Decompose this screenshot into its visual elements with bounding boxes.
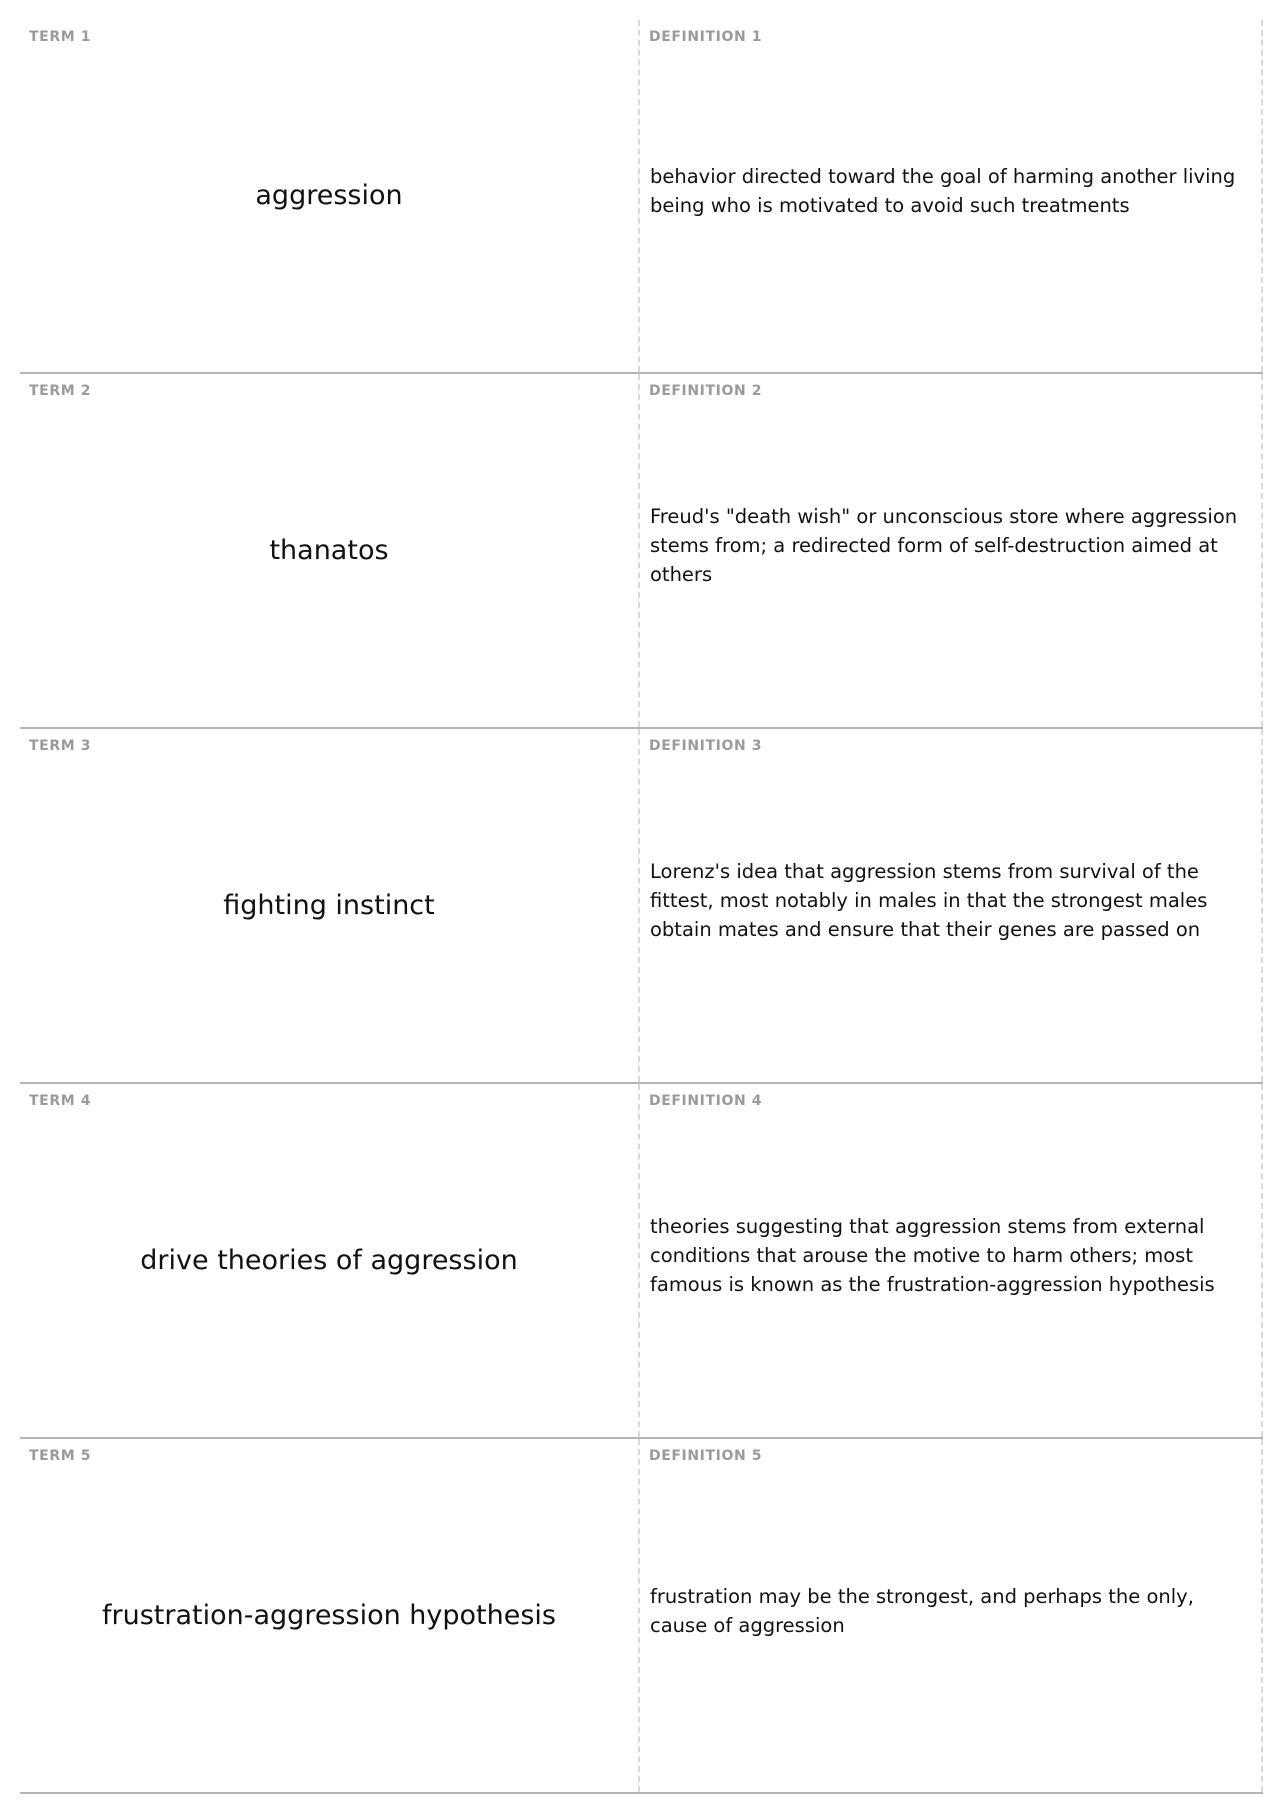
flashcard-row <box>20 1439 1263 1794</box>
term-text: thanatos <box>269 534 389 566</box>
definition-text: behavior directed toward the goal of harming another living being who is motivated to avoid such treatments <box>650 165 1236 217</box>
flashcard-row <box>20 1084 1263 1439</box>
term-text: drive theories of aggression <box>140 1244 518 1276</box>
term-text: frustration-aggression hypothesis <box>102 1599 556 1631</box>
flashcard-row <box>20 729 1263 1084</box>
term-label: TERM 4 <box>29 1093 92 1109</box>
term-cell <box>20 20 640 372</box>
definition-text: Freud's "death wish" or unconscious store where aggression stems from; a redirected form of self-destruction aimed at others <box>650 505 1238 586</box>
definition-cell <box>640 729 1263 1082</box>
term-label: TERM 3 <box>29 738 92 754</box>
flashcard-sheet <box>20 20 1263 1794</box>
term-cell <box>20 1084 640 1437</box>
term-label: TERM 5 <box>29 1448 92 1464</box>
definition-label: DEFINITION 5 <box>649 1448 763 1464</box>
definition-label: DEFINITION 3 <box>649 738 763 754</box>
flashcard-row <box>20 374 1263 729</box>
definition-cell <box>640 20 1263 372</box>
definition-text: frustration may be the strongest, and perhaps the only, cause of aggression <box>650 1584 1194 1637</box>
term-cell <box>20 1439 640 1792</box>
definition-label: DEFINITION 1 <box>649 29 763 45</box>
definition-cell <box>640 1084 1263 1437</box>
flashcard-row <box>20 20 1263 374</box>
term-label: TERM 2 <box>29 383 92 399</box>
definition-text: theories suggesting that aggression stems from external conditions that arouse the motive to harm others; most famous is known as the frustration-aggression hypothesis <box>650 1215 1215 1296</box>
term-label: TERM 1 <box>29 29 92 45</box>
term-cell <box>20 729 640 1082</box>
definition-cell <box>640 374 1263 727</box>
term-text: fighting instinct <box>223 889 435 921</box>
definition-text: Lorenz's idea that aggression stems from survival of the fittest, most notably in males in that the strongest males obtain mates and ensure that their genes are passed on <box>650 860 1208 941</box>
definition-label: DEFINITION 4 <box>649 1093 763 1109</box>
term-text: aggression <box>255 180 403 212</box>
term-cell <box>20 374 640 727</box>
definition-label: DEFINITION 2 <box>649 383 763 399</box>
definition-cell <box>640 1439 1263 1792</box>
